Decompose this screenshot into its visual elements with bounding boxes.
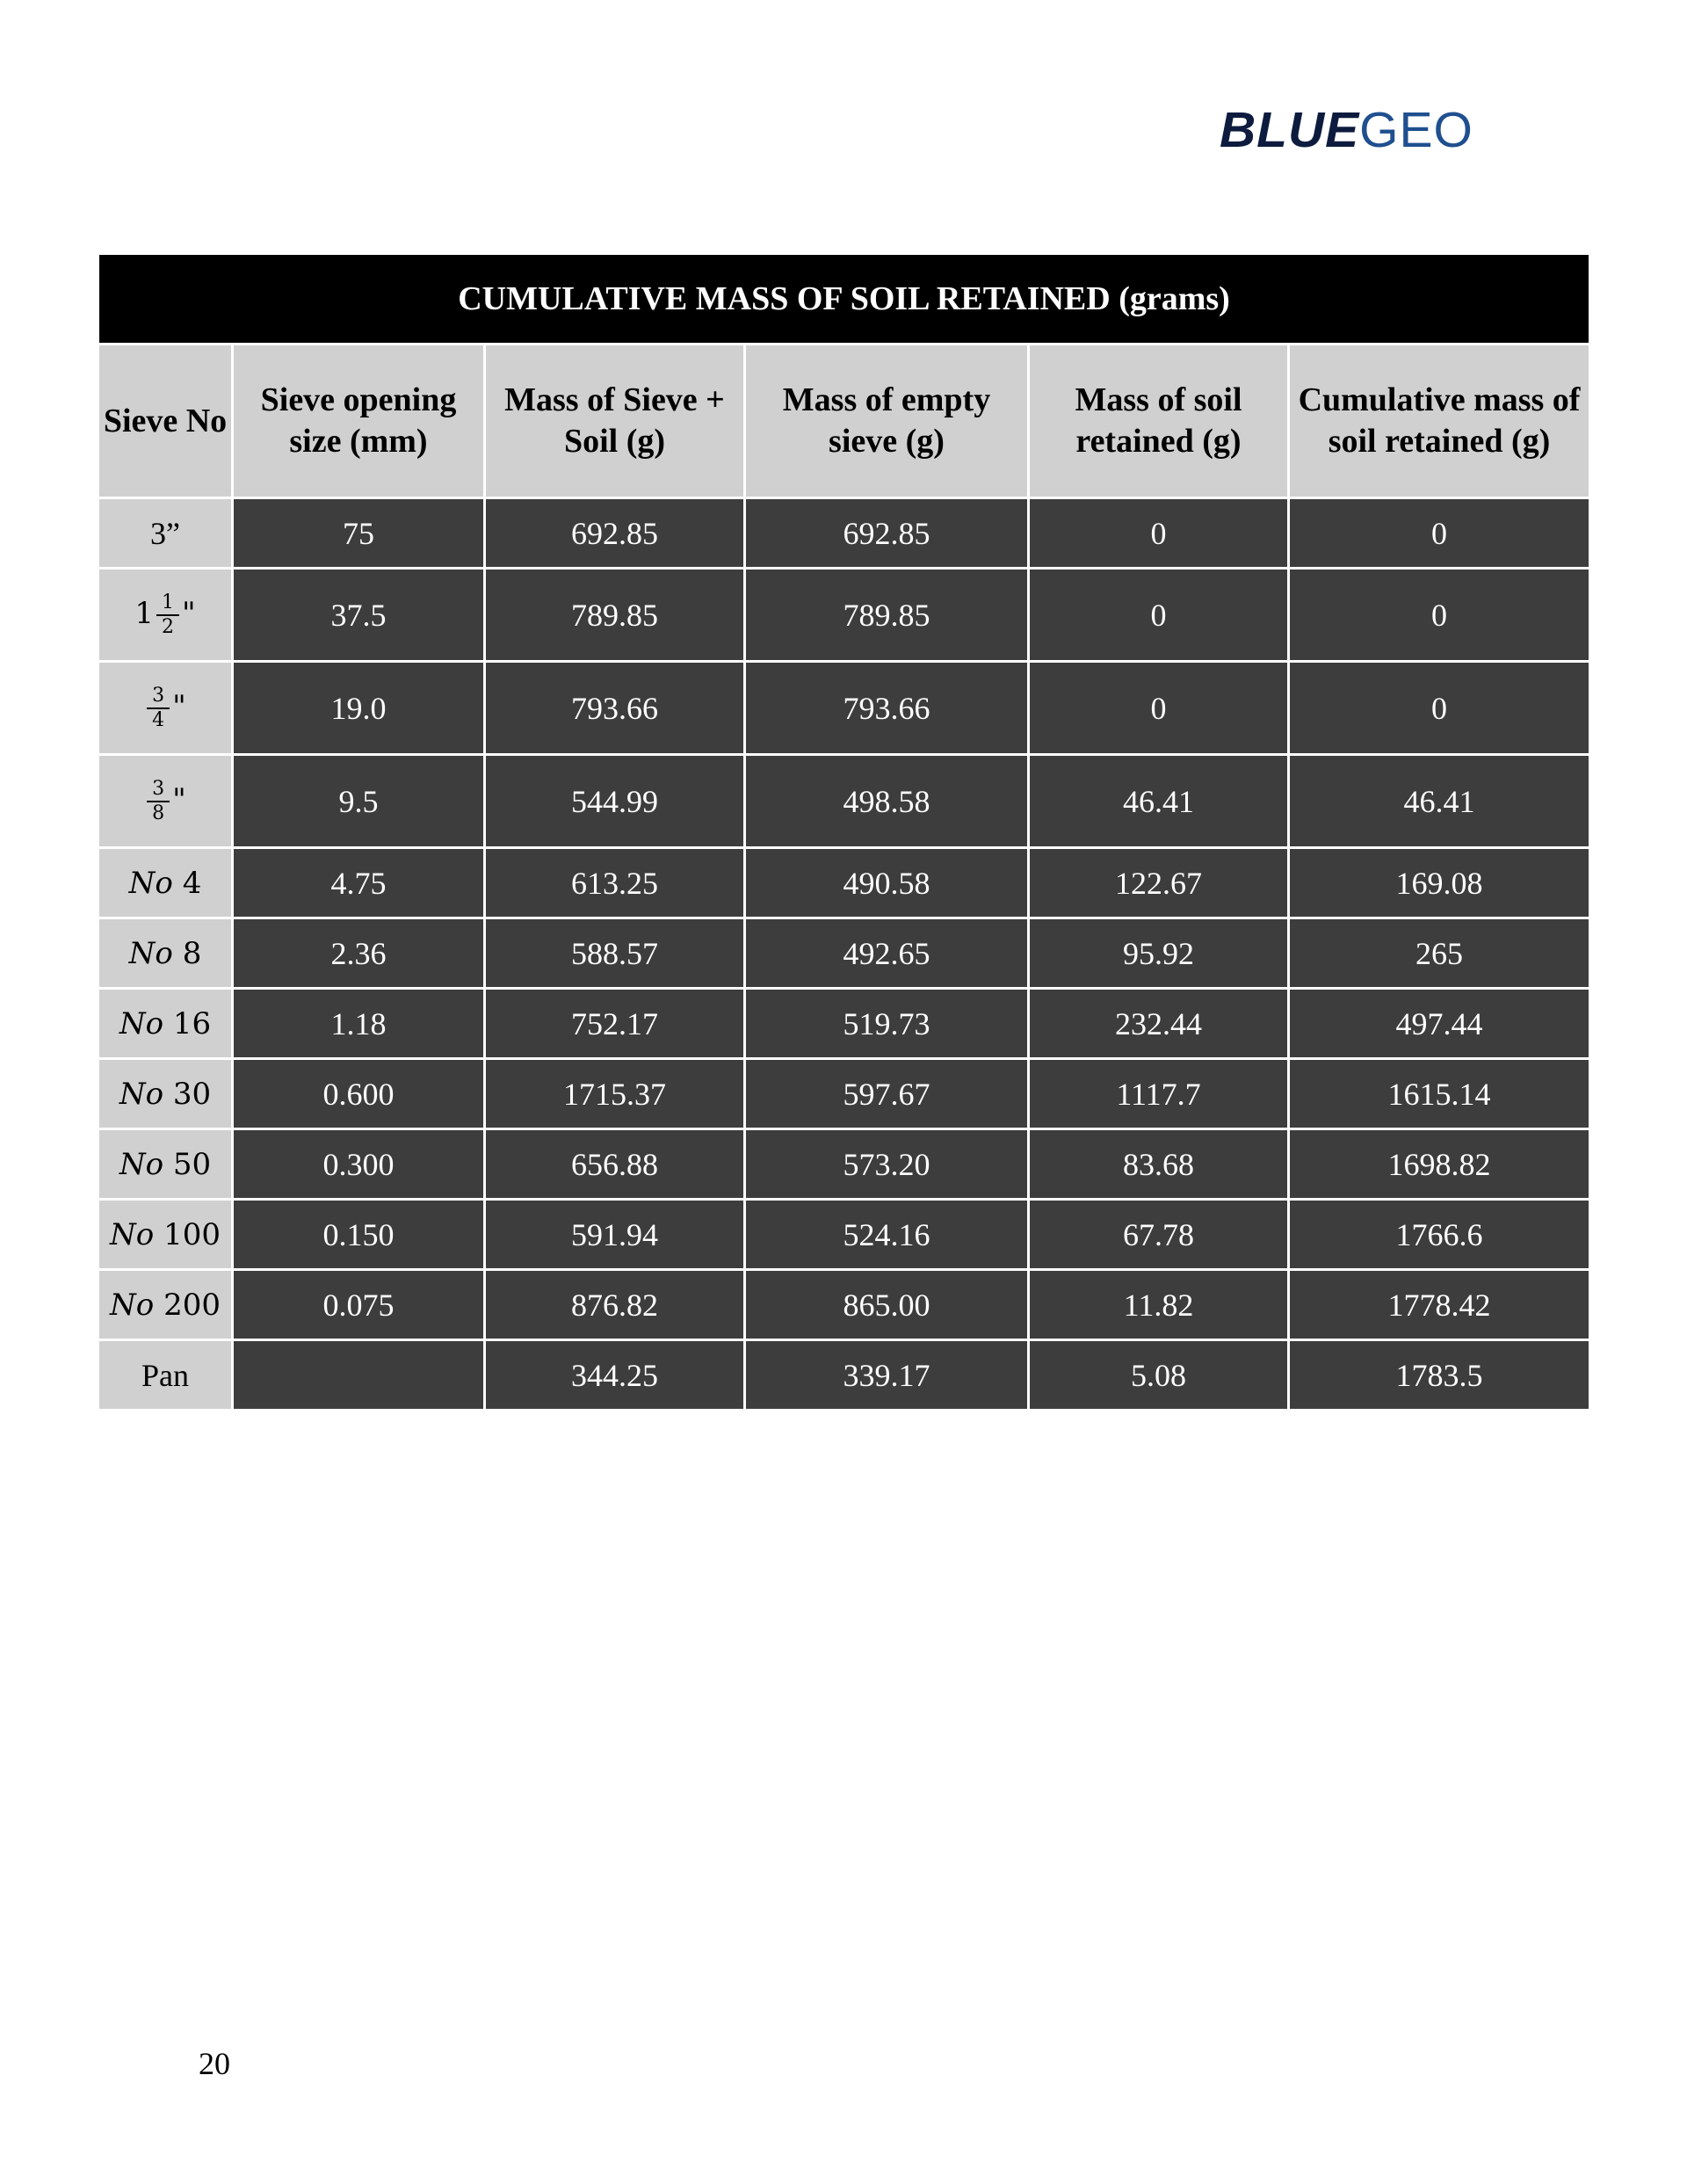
cumulative-cell: 1778.42 <box>1289 1270 1590 1340</box>
opening-cell: 0.300 <box>233 1129 485 1200</box>
sieve-fraction <box>156 591 179 639</box>
sieve-value: 100 <box>163 1216 221 1252</box>
cumulative-cell: 0 <box>1289 498 1590 569</box>
empty-sieve-cell: 519.73 <box>745 989 1029 1059</box>
table-row <box>98 1340 1590 1411</box>
sieve-prefix: No <box>128 865 173 901</box>
empty-sieve-cell: 498.58 <box>745 755 1029 848</box>
sieve-fraction <box>147 778 170 825</box>
sieve-no-cell: Pan <box>98 1340 233 1411</box>
opening-cell: 75 <box>233 498 485 569</box>
sieve-whole: 1 <box>134 595 154 631</box>
retained-cell: 0 <box>1029 498 1289 569</box>
opening-cell: 0.150 <box>233 1200 485 1270</box>
opening-cell: 2.36 <box>233 918 485 989</box>
sieve-no-cell <box>98 1200 233 1270</box>
opening-cell: 19.0 <box>233 662 485 755</box>
table-title-row <box>98 254 1590 345</box>
sieve-no-cell <box>98 1270 233 1340</box>
inch-mark: " <box>172 781 186 817</box>
retained-cell: 83.68 <box>1029 1129 1289 1200</box>
retained-cell: 1117.7 <box>1029 1059 1289 1129</box>
retained-cell: 5.08 <box>1029 1340 1289 1411</box>
sieve-soil-cell: 876.82 <box>485 1270 745 1340</box>
fraction-numerator: 3 <box>147 685 170 709</box>
sieve-soil-cell: 793.66 <box>485 662 745 755</box>
empty-sieve-cell: 490.58 <box>745 848 1029 918</box>
cumulative-cell: 1698.82 <box>1289 1129 1590 1200</box>
empty-sieve-cell: 524.16 <box>745 1200 1029 1270</box>
sieve-no-cell <box>98 755 233 848</box>
retained-cell: 0 <box>1029 569 1289 662</box>
sieve-value: 50 <box>172 1146 212 1182</box>
table-row <box>98 1059 1590 1129</box>
retained-cell: 232.44 <box>1029 989 1289 1059</box>
retained-cell: 11.82 <box>1029 1270 1289 1340</box>
sieve-prefix: No <box>119 1005 164 1041</box>
table-row <box>98 1200 1590 1270</box>
cumulative-cell: 497.44 <box>1289 989 1590 1059</box>
header-cumulative-mass: Cumulative mass of soil retained (g) <box>1289 345 1590 498</box>
sieve-prefix: No <box>119 1146 164 1182</box>
table-row <box>98 918 1590 989</box>
sieve-soil-cell: 752.17 <box>485 989 745 1059</box>
sieve-soil-cell: 344.25 <box>485 1340 745 1411</box>
sieve-value: 200 <box>163 1287 221 1323</box>
page-number: 20 <box>199 2046 230 2081</box>
sieve-no-cell <box>98 989 233 1059</box>
logo-part-geo: GEO <box>1359 102 1473 158</box>
sieve-no-cell <box>98 848 233 918</box>
table-row <box>98 569 1590 662</box>
sieve-fraction <box>147 685 170 732</box>
cumulative-cell: 1783.5 <box>1289 1340 1590 1411</box>
sieve-no-cell: 3” <box>98 498 233 569</box>
retained-cell: 67.78 <box>1029 1200 1289 1270</box>
header-mass-retained: Mass of soil retained (g) <box>1029 345 1289 498</box>
sieve-soil-cell: 789.85 <box>485 569 745 662</box>
sieve-value: 16 <box>172 1005 212 1041</box>
opening-cell <box>233 1340 485 1411</box>
sieve-soil-cell: 544.99 <box>485 755 745 848</box>
table-title: CUMULATIVE MASS OF SOIL RETAINED (grams) <box>98 254 1590 345</box>
header-sieve-no: Sieve No <box>98 345 233 498</box>
opening-cell: 1.18 <box>233 989 485 1059</box>
inch-mark: " <box>182 595 196 631</box>
sieve-prefix: No <box>119 1076 164 1112</box>
cumulative-cell: 265 <box>1289 918 1590 989</box>
opening-cell: 0.075 <box>233 1270 485 1340</box>
sieve-no-cell <box>98 569 233 662</box>
retained-cell: 122.67 <box>1029 848 1289 918</box>
table-row <box>98 498 1590 569</box>
logo-part-blue: BLUE <box>1220 102 1360 158</box>
retained-cell: 0 <box>1029 662 1289 755</box>
table-row <box>98 848 1590 918</box>
empty-sieve-cell: 793.66 <box>745 662 1029 755</box>
retained-cell: 46.41 <box>1029 755 1289 848</box>
sieve-soil-cell: 656.88 <box>485 1129 745 1200</box>
header-mass-sieve-soil: Mass of Sieve + Soil (g) <box>485 345 745 498</box>
sieve-soil-cell: 613.25 <box>485 848 745 918</box>
table-header-row <box>98 345 1590 498</box>
table-row <box>98 755 1590 848</box>
opening-cell: 0.600 <box>233 1059 485 1129</box>
empty-sieve-cell: 789.85 <box>745 569 1029 662</box>
table-row <box>98 662 1590 755</box>
table-row <box>98 989 1590 1059</box>
empty-sieve-cell: 692.85 <box>745 498 1029 569</box>
sieve-no-cell <box>98 1129 233 1200</box>
sieve-no-cell <box>98 662 233 755</box>
empty-sieve-cell: 597.67 <box>745 1059 1029 1129</box>
sieve-value: 30 <box>172 1076 212 1112</box>
fraction-denominator: 8 <box>152 802 165 824</box>
empty-sieve-cell: 573.20 <box>745 1129 1029 1200</box>
header-mass-empty-sieve: Mass of empty sieve (g) <box>745 345 1029 498</box>
fraction-denominator: 4 <box>152 708 165 731</box>
fraction-numerator: 1 <box>156 591 179 616</box>
empty-sieve-cell: 492.65 <box>745 918 1029 989</box>
fraction-numerator: 3 <box>147 778 170 802</box>
sieve-no-cell <box>98 1059 233 1129</box>
sieve-soil-cell: 588.57 <box>485 918 745 989</box>
empty-sieve-cell: 865.00 <box>745 1270 1029 1340</box>
sieve-soil-cell: 692.85 <box>485 498 745 569</box>
header-sieve-opening: Sieve opening size (mm) <box>233 345 485 498</box>
sieve-prefix: No <box>110 1216 155 1252</box>
sieve-soil-cell: 1715.37 <box>485 1059 745 1129</box>
sieve-no-cell <box>98 918 233 989</box>
sieve-soil-cell: 591.94 <box>485 1200 745 1270</box>
opening-cell: 9.5 <box>233 755 485 848</box>
sieve-value: 4 <box>182 865 202 901</box>
cumulative-cell: 1766.6 <box>1289 1200 1590 1270</box>
inch-mark: " <box>172 688 186 724</box>
fraction-denominator: 2 <box>162 615 174 638</box>
sieve-prefix: No <box>128 935 173 971</box>
sieve-analysis-table <box>97 252 1591 1411</box>
sieve-prefix: No <box>110 1287 155 1323</box>
retained-cell: 95.92 <box>1029 918 1289 989</box>
cumulative-cell: 0 <box>1289 662 1590 755</box>
cumulative-cell: 169.08 <box>1289 848 1590 918</box>
table-row <box>98 1129 1590 1200</box>
opening-cell: 37.5 <box>233 569 485 662</box>
cumulative-cell: 46.41 <box>1289 755 1590 848</box>
empty-sieve-cell: 339.17 <box>745 1340 1029 1411</box>
opening-cell: 4.75 <box>233 848 485 918</box>
table-row <box>98 1270 1590 1340</box>
cumulative-cell: 1615.14 <box>1289 1059 1590 1129</box>
cumulative-cell: 0 <box>1289 569 1590 662</box>
sieve-value: 8 <box>182 935 202 971</box>
bluegeo-logo <box>1220 104 1473 156</box>
